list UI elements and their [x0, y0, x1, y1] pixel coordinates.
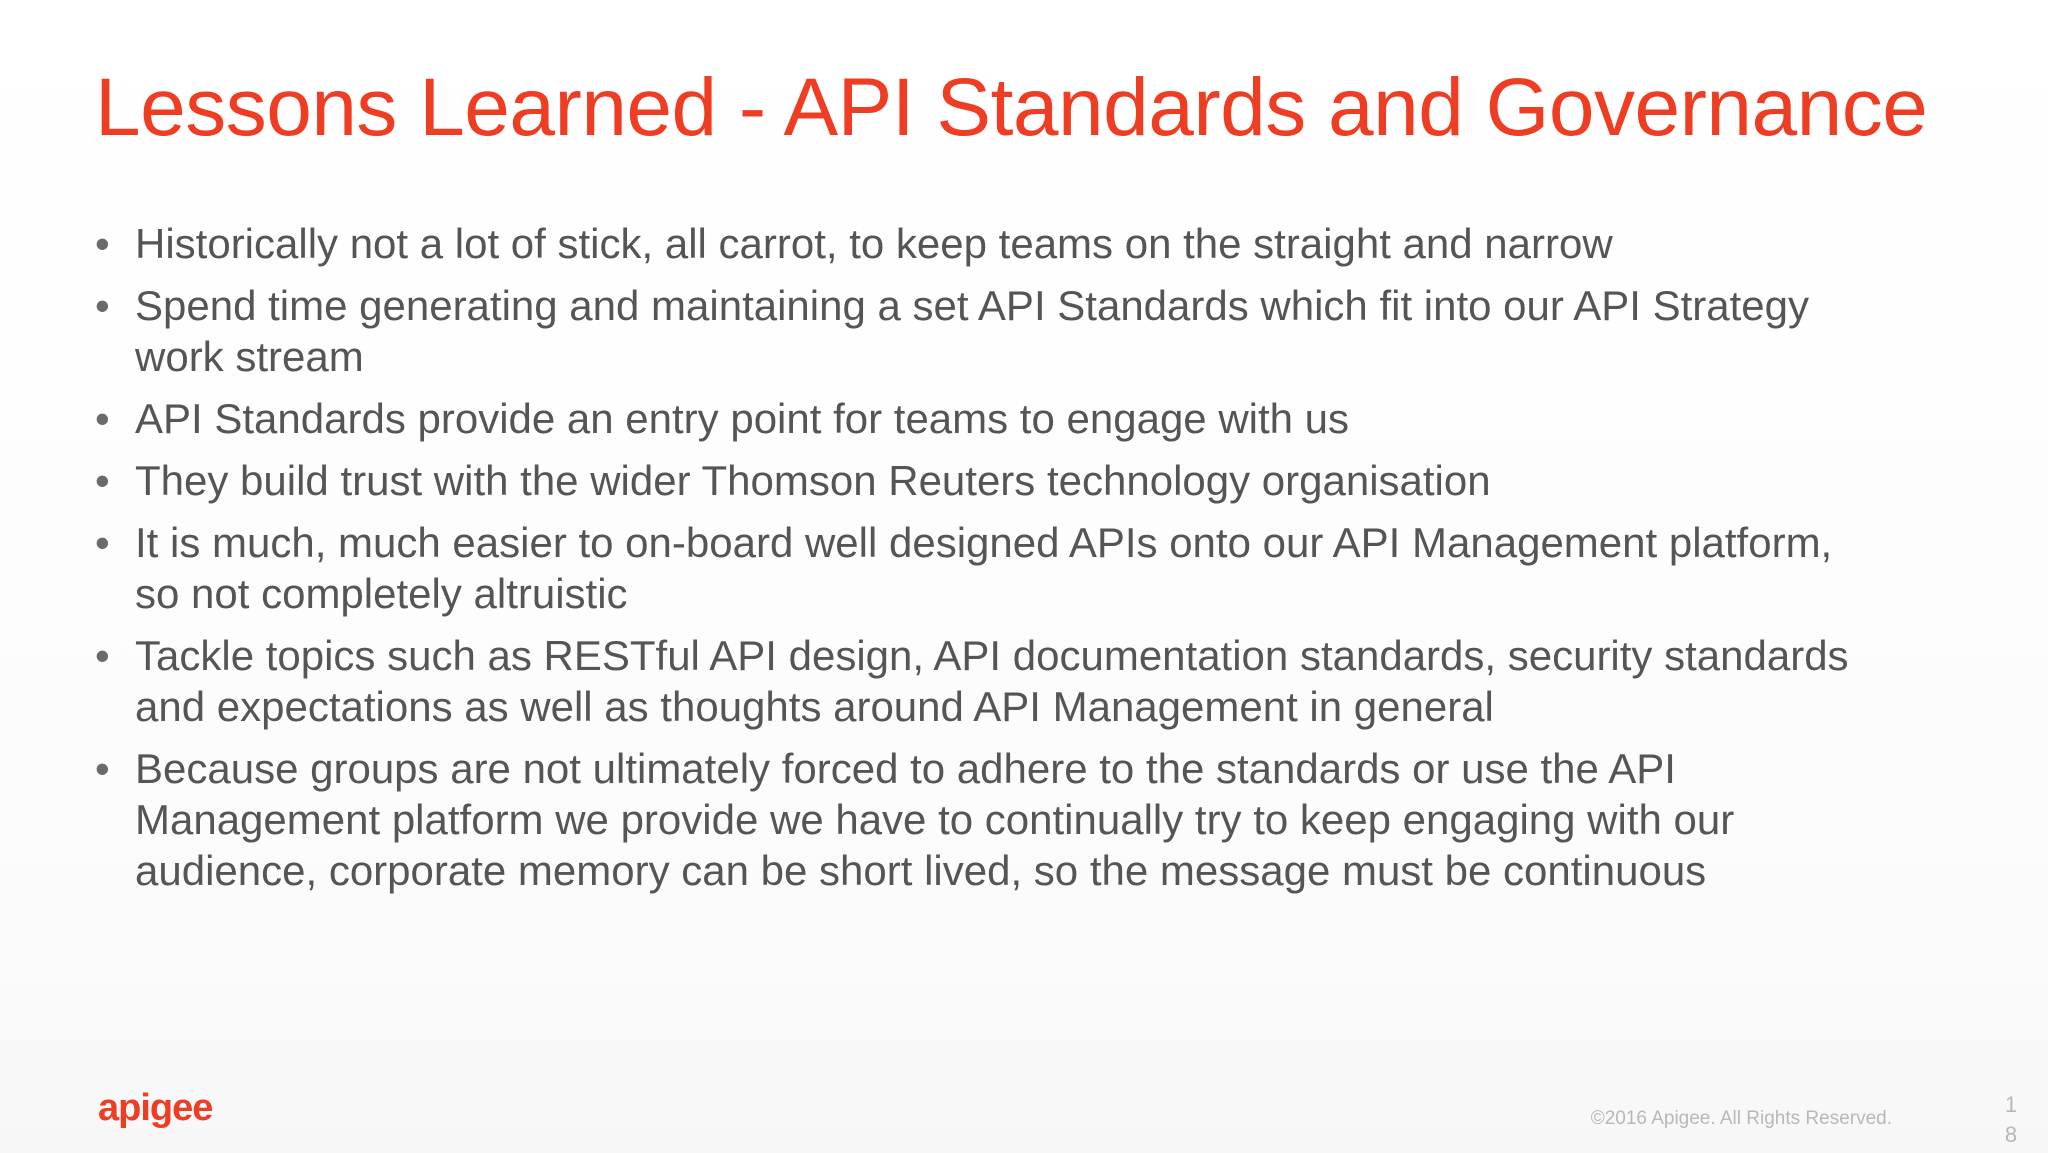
bullet-text: API Standards provide an entry point for teams to engage with us: [135, 395, 1350, 442]
bullet-text: They build trust with the wider Thomson Reuters technology organisation: [135, 457, 1491, 504]
bullet-dot-icon: •: [95, 457, 110, 504]
bullet-dot-icon: •: [95, 395, 110, 442]
bullet-item: [95, 455, 1855, 506]
slide-number: 18: [2004, 1092, 2018, 1147]
bullet-text: It is much, much easier to on-board well designed APIs onto our API Management platform, so not completely altruistic: [135, 519, 1833, 617]
bullet-dot-icon: •: [95, 220, 110, 267]
bullet-text: Historically not a lot of stick, all carrot, to keep teams on the straight and narrow: [135, 220, 1613, 267]
apigee-logo: apigee: [98, 1087, 213, 1129]
bullet-text: Because groups are not ultimately forced to adhere to the standards or use the API Management platform we provide we have to continually try to keep engaging with our audience, corporate memory can be short lived, so the message must be continuous: [135, 745, 1735, 894]
copyright-text: ©2016 Apigee. All Rights Reserved.: [1590, 1108, 1892, 1129]
bullet-item: [95, 630, 1855, 732]
bullet-dot-icon: •: [95, 745, 110, 792]
bullet-dot-icon: •: [95, 282, 110, 329]
bullet-item: [95, 218, 1855, 269]
bullet-text: Spend time generating and maintaining a set API Standards which fit into our API Strategy work stream: [135, 282, 1810, 380]
bullet-item: [95, 517, 1855, 619]
slide-title: Lessons Learned - API Standards and Governance: [95, 62, 1928, 153]
bullet-item: [95, 393, 1855, 444]
bullet-dot-icon: •: [95, 632, 110, 679]
bullet-text: Tackle topics such as RESTful API design, API documentation standards, security standards and expectations as well as thoughts around API Management in general: [135, 632, 1849, 730]
bullet-list: [95, 218, 1855, 907]
bullet-item: [95, 280, 1855, 382]
bullet-item: [95, 743, 1855, 896]
bullet-dot-icon: •: [95, 519, 110, 566]
